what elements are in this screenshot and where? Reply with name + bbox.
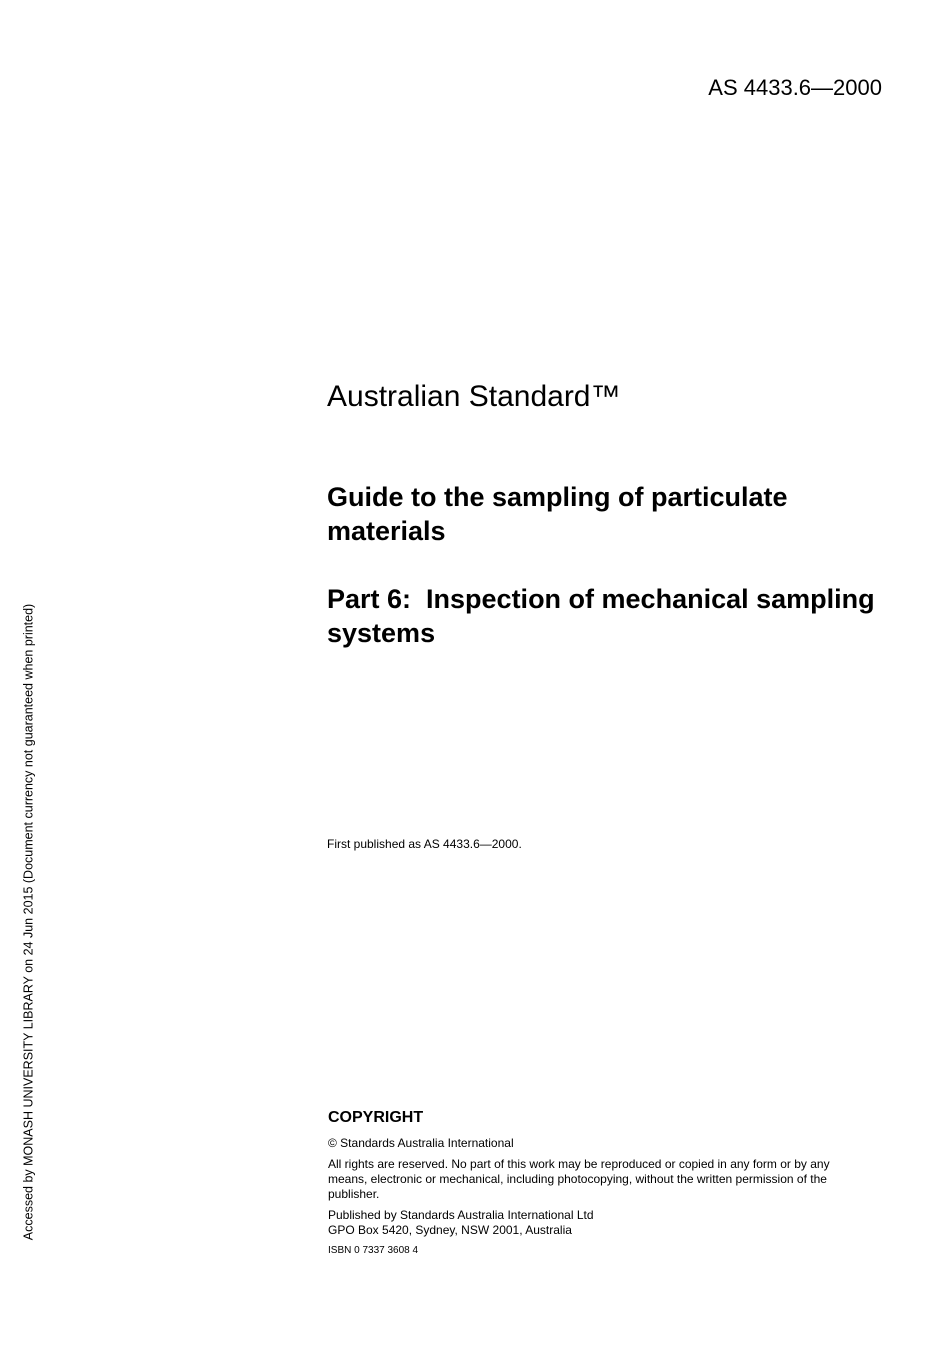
standard-label: Australian Standard™: [327, 380, 621, 413]
document-title: Guide to the sampling of particulate materials: [327, 482, 788, 546]
publisher-info: [328, 1208, 848, 1238]
publisher-address: GPO Box 5420, Sydney, NSW 2001, Australia: [328, 1223, 572, 1237]
first-published-note: First published as AS 4433.6—2000.: [327, 837, 522, 851]
access-notice: Accessed by MONASH UNIVERSITY LIBRARY on 24 Jun 2015 (Document currency not guaranteed when printed): [21, 603, 36, 1241]
part-title: Part 6: Inspection of mechanical sampling systems: [327, 584, 883, 648]
copyright-rights-statement: All rights are reserved. No part of this work may be reproduced or copied in any form or by any means, electronic or mechanical, including photocopying, without the written permission of the publisher.: [328, 1157, 830, 1201]
copyright-heading: COPYRIGHT: [328, 1109, 424, 1126]
publisher-name: Published by Standards Australia International Ltd: [328, 1208, 594, 1222]
isbn: ISBN 0 7337 3608 4: [328, 1245, 419, 1256]
document-number: AS 4433.6—2000: [708, 75, 882, 100]
copyright-block: [328, 1108, 848, 1257]
copyright-owner: © Standards Australia International: [328, 1136, 514, 1150]
